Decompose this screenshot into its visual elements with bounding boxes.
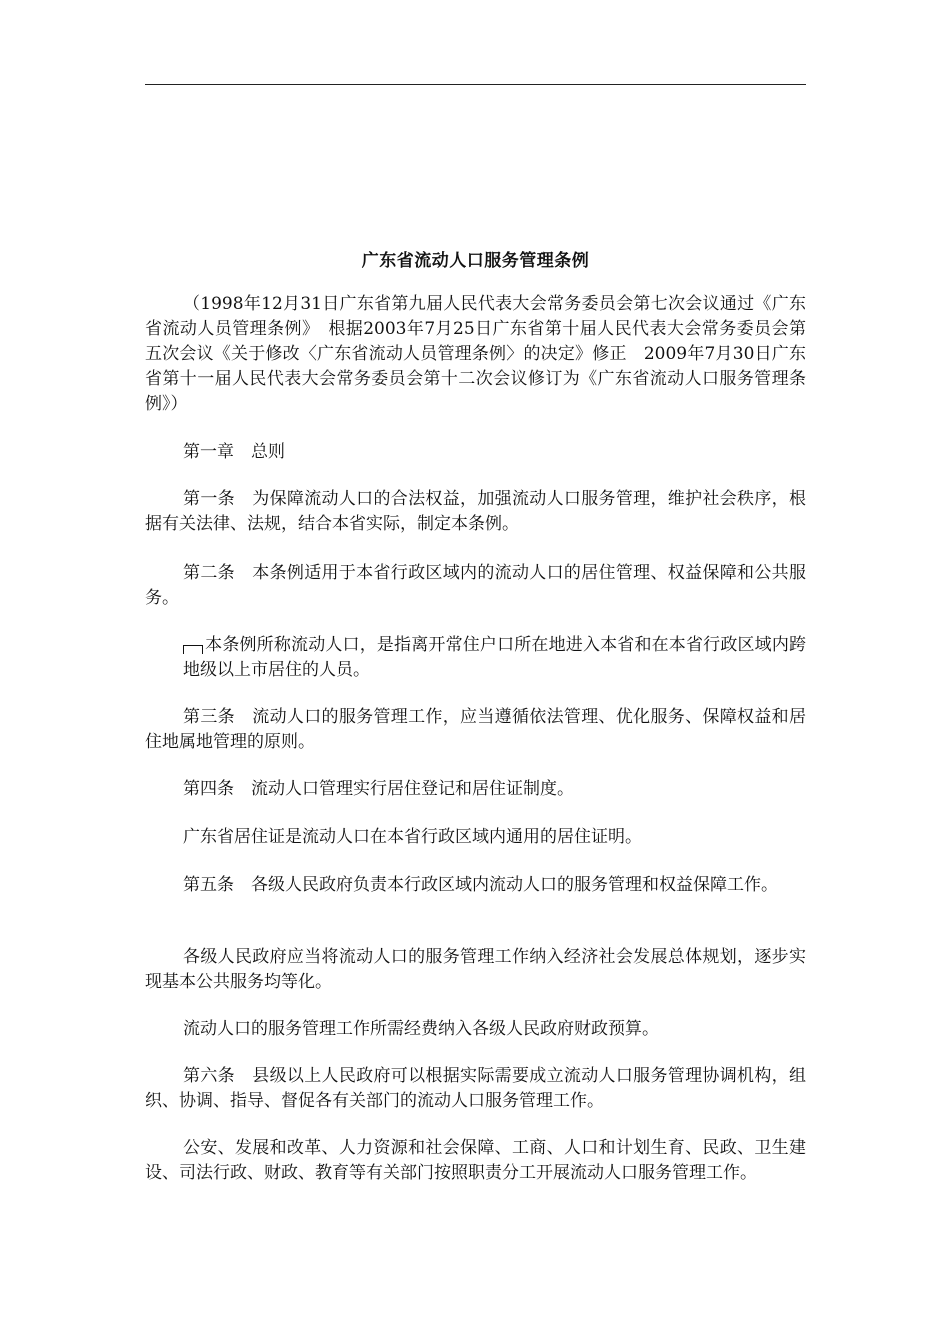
chapter-heading: 第一章 总则 bbox=[183, 442, 285, 462]
legislative-history: （1998年12月31日广东省第九届人民代表大会常务委员会第七次会议通过《广东省流动人员管理条例》 根据2003年7月25日广东省第十届人民代表大会常务委员会第五次会议《关于修改〈广东省流动人员管理条例〉的决定》修正 2009年7月30日广东省第十一届人民代表大会常务委员会第十二次会议修订为《广东省流动人口服务管理条例》） bbox=[145, 294, 806, 414]
article-5-planning: 各级人民政府应当将流动人口的服务管理工作纳入经济社会发展总体规划，逐步实现基本公共服务均等化。 bbox=[145, 947, 806, 992]
article-2-definition: 本条例所称流动人口，是指离开常住户口所在地进入本省和在本省行政区域内跨地级以上市居住的人员。 bbox=[183, 635, 806, 680]
article-6: 第六条 县级以上人民政府可以根据实际需要成立流动人口服务管理协调机构，组织、协调、指导、督促各有关部门的流动人口服务管理工作。 bbox=[145, 1066, 806, 1111]
article-2-definition-wrap bbox=[145, 633, 806, 683]
article-6-departments: 公安、发展和改革、人力资源和社会保障、工商、人口和计划生育、民政、卫生建设、司法行政、财政、教育等有关部门按照职责分工开展流动人口服务管理工作。 bbox=[145, 1138, 806, 1183]
document-title: 广东省流动人口服务管理条例 bbox=[361, 251, 590, 271]
article-4-residence-permit: 广东省居住证是流动人口在本省行政区域内通用的居住证明。 bbox=[183, 827, 642, 847]
article-4: 第四条 流动人口管理实行居住登记和居住证制度。 bbox=[183, 779, 574, 799]
article-3: 第三条 流动人口的服务管理工作，应当遵循依法管理、优化服务、保障权益和居住地属地管理的原则。 bbox=[145, 707, 806, 752]
article-2: 第二条 本条例适用于本省行政区域内的流动人口的居住管理、权益保障和公共服务。 bbox=[145, 563, 806, 608]
article-5-funding: 流动人口的服务管理工作所需经费纳入各级人民政府财政预算。 bbox=[183, 1019, 659, 1039]
article-1: 第一条 为保障流动人口的合法权益，加强流动人口服务管理，维护社会秩序，根据有关法律、法规，结合本省实际，制定本条例。 bbox=[145, 489, 806, 534]
header-rule bbox=[145, 84, 806, 85]
article-5: 第五条 各级人民政府负责本行政区域内流动人口的服务管理和权益保障工作。 bbox=[183, 875, 778, 895]
bracket-mark-icon bbox=[183, 645, 203, 654]
